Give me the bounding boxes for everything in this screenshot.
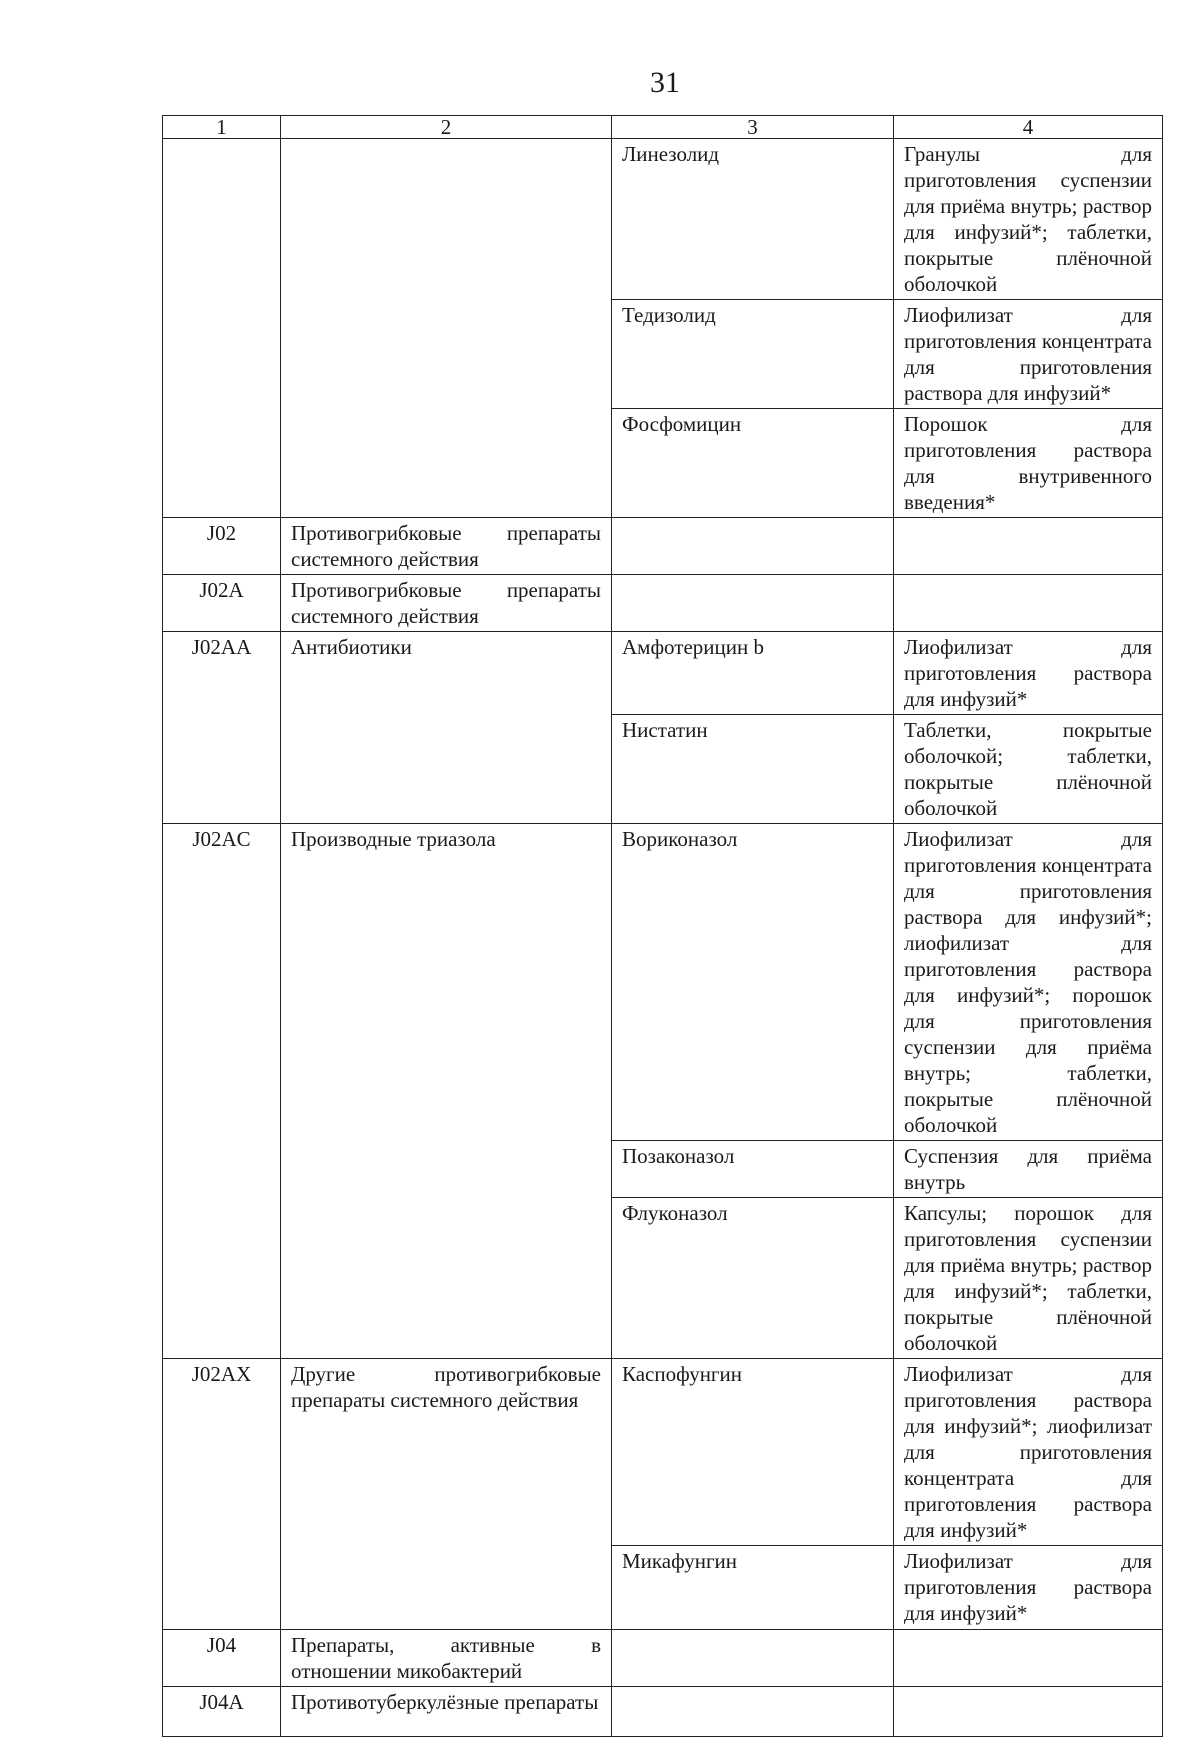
dosage-form-empty (894, 518, 1163, 575)
atc-code: J02A (163, 575, 281, 632)
table-row (163, 1687, 1163, 1737)
dosage-form-empty (894, 1687, 1163, 1737)
table-row (163, 1359, 1163, 1546)
drug-list-table (162, 115, 1163, 1737)
drug-name: Линезолид (612, 139, 894, 300)
atc-code: J02 (163, 518, 281, 575)
drug-name-empty (612, 1687, 894, 1737)
atc-code: J02AA (163, 632, 281, 824)
table-row (163, 139, 1163, 300)
dosage-form: Таблетки, покрытые оболочкой; таблетки, покрытые плёночной оболочкой (894, 715, 1163, 824)
drug-name: Позаконазол (612, 1141, 894, 1198)
dosage-form-empty (894, 575, 1163, 632)
drug-name: Амфотерицин b (612, 632, 894, 715)
header-row (163, 116, 1163, 139)
atc-code: J02AX (163, 1359, 281, 1630)
table-row (163, 824, 1163, 1141)
dosage-form-empty (894, 1630, 1163, 1687)
table-row (163, 1630, 1163, 1687)
dosage-form: Лиофилизат для приготовления концентрата для приготовления раствора для инфузий* (894, 300, 1163, 409)
drug-name: Тедизолид (612, 300, 894, 409)
table-row (163, 575, 1163, 632)
drug-name: Каспофунгин (612, 1359, 894, 1546)
column-header-3: 3 (612, 116, 894, 139)
table-row (163, 632, 1163, 715)
dosage-form: Лиофилизат для приготовления концентрата для приготовления раствора для инфузий*; лиофилизат для приготовления раствора для инфузий*; порошок для приготовления суспензии для приёма внутрь; таблетки, покрытые плёночной оболочкой (894, 824, 1163, 1141)
column-header-2: 2 (281, 116, 612, 139)
atc-group: Противогрибковые препараты системного действия (281, 518, 612, 575)
atc-group: Препараты, активные в отношении микобактерий (281, 1630, 612, 1687)
drug-name-empty (612, 518, 894, 575)
atc-code: J02AC (163, 824, 281, 1359)
drug-name: Вориконазол (612, 824, 894, 1141)
table-row (163, 518, 1163, 575)
drug-name: Микафунгин (612, 1546, 894, 1630)
atc-group: Другие противогрибковые препараты системного действия (281, 1359, 612, 1630)
atc-group: Противотуберкулёзные препараты (281, 1687, 612, 1737)
page-number: 31 (650, 66, 680, 99)
column-header-4: 4 (894, 116, 1163, 139)
dosage-form: Лиофилизат для приготовления раствора для инфузий* (894, 1546, 1163, 1630)
dosage-form: Лиофилизат для приготовления раствора для инфузий*; лиофилизат для приготовления концентрата для приготовления раствора для инфузий* (894, 1359, 1163, 1546)
drug-name: Фосфомицин (612, 409, 894, 518)
code-cell-empty (163, 139, 281, 518)
group-cell-empty (281, 139, 612, 518)
atc-code: J04 (163, 1630, 281, 1687)
column-header-1: 1 (163, 116, 281, 139)
dosage-form: Лиофилизат для приготовления раствора для инфузий* (894, 632, 1163, 715)
atc-group: Противогрибковые препараты системного действия (281, 575, 612, 632)
dosage-form: Порошок для приготовления раствора для внутривенного введения* (894, 409, 1163, 518)
dosage-form: Суспензия для приёма внутрь (894, 1141, 1163, 1198)
atc-group: Антибиотики (281, 632, 612, 824)
dosage-form: Гранулы для приготовления суспензии для приёма внутрь; раствор для инфузий*; таблетки, покрытые плёночной оболочкой (894, 139, 1163, 300)
drug-name: Нистатин (612, 715, 894, 824)
atc-group: Производные триазола (281, 824, 612, 1359)
atc-code: J04A (163, 1687, 281, 1737)
drug-name-empty (612, 575, 894, 632)
drug-name: Флуконазол (612, 1198, 894, 1359)
drug-name-empty (612, 1630, 894, 1687)
dosage-form: Капсулы; порошок для приготовления суспензии для приёма внутрь; раствор для инфузий*; таблетки, покрытые плёночной оболочкой (894, 1198, 1163, 1359)
